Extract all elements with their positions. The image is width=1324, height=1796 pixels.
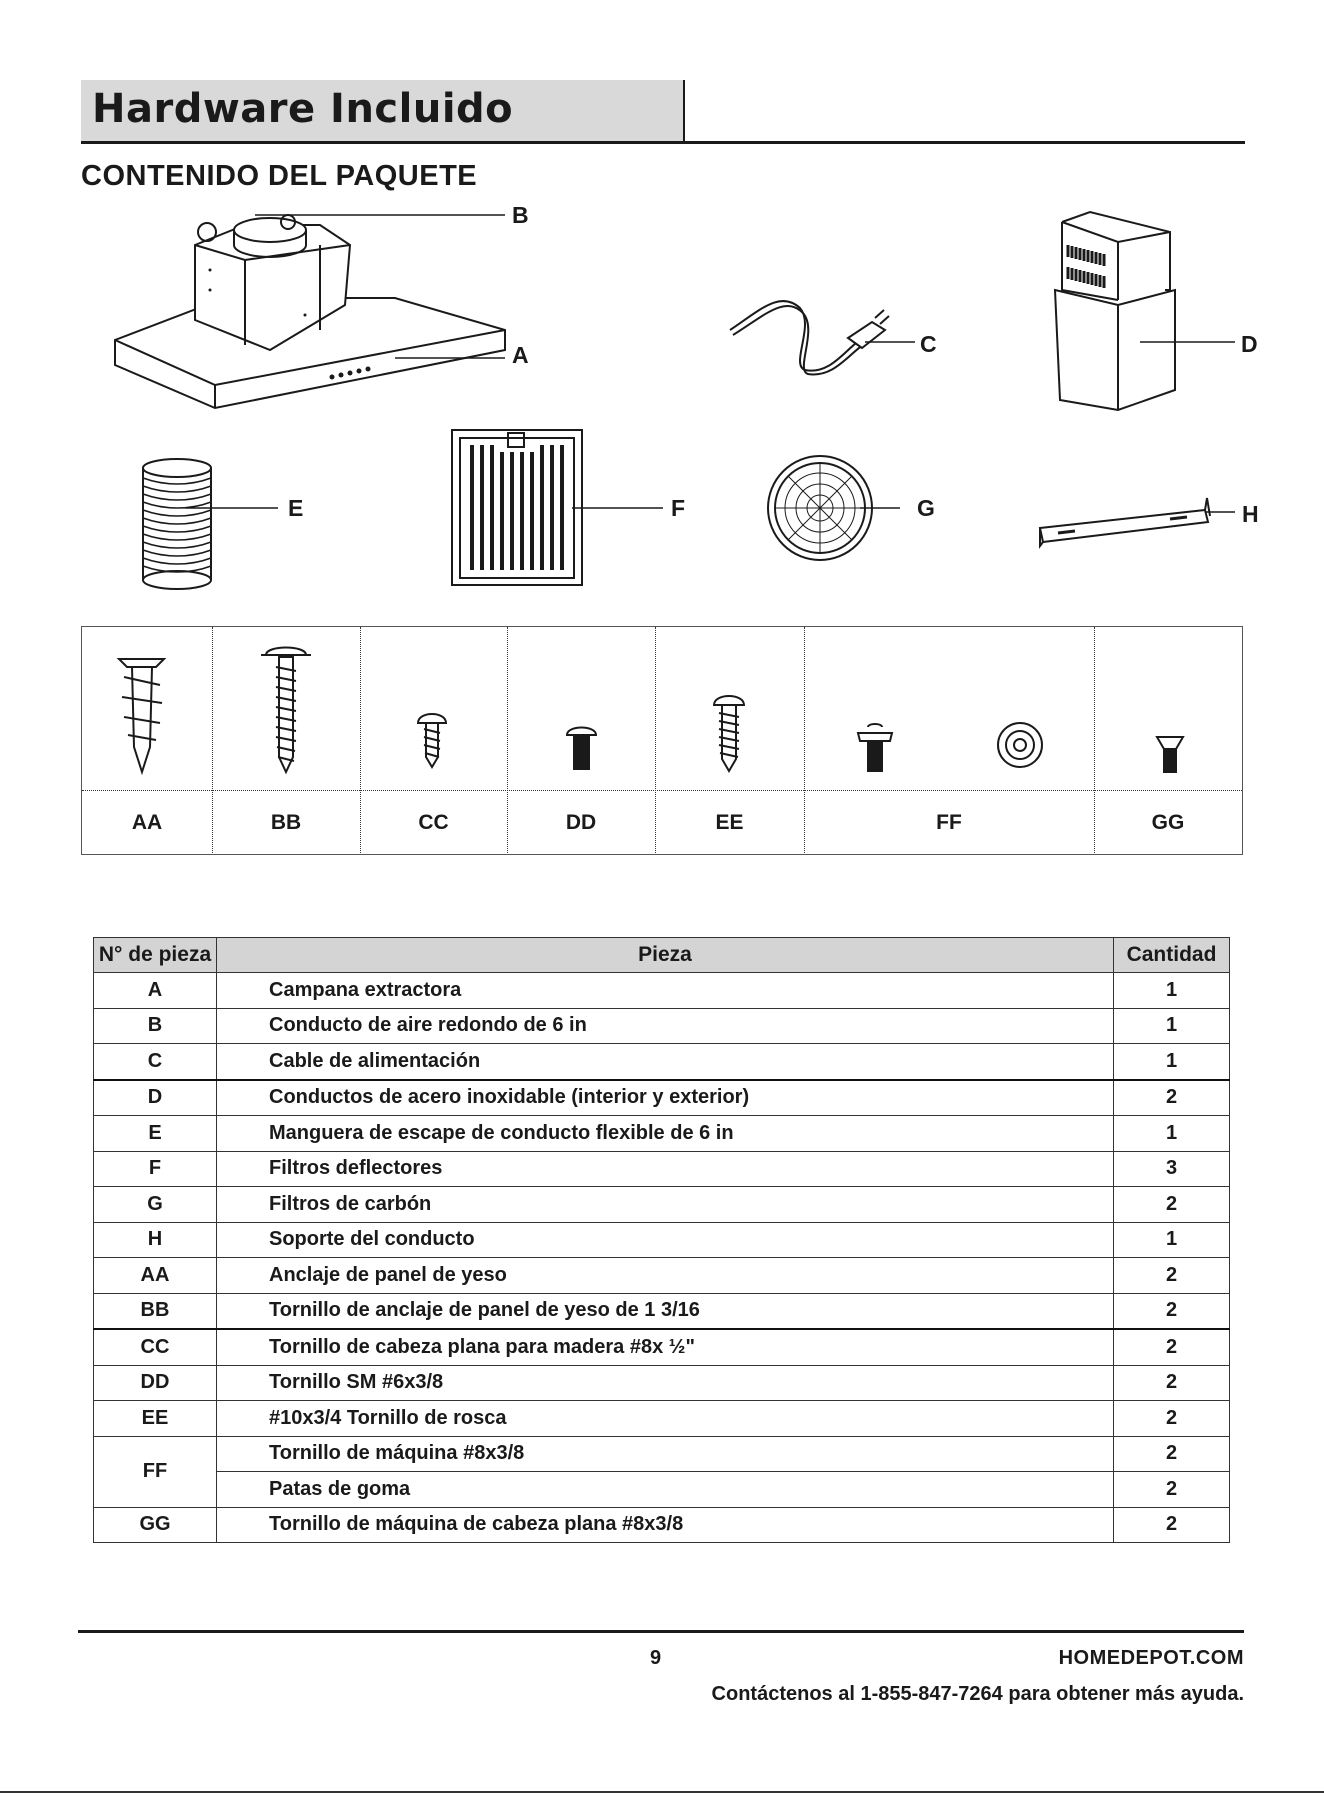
part-name: Filtros deflectores xyxy=(217,1151,1114,1187)
part-name: Tornillo SM #6x3/8 xyxy=(217,1365,1114,1401)
hardware-grid xyxy=(81,626,1243,855)
parts-table xyxy=(93,937,1230,1543)
package-contents-illustration xyxy=(0,190,1324,610)
table-row xyxy=(94,1472,1230,1508)
part-name: Tornillo de máquina #8x3/8 xyxy=(217,1436,1114,1472)
table-row xyxy=(94,1401,1230,1437)
table-row xyxy=(94,1329,1230,1365)
label-c: C xyxy=(920,331,937,357)
part-qty: 2 xyxy=(1114,1507,1230,1543)
hardware-cell-aa xyxy=(82,627,212,853)
label-e: E xyxy=(288,495,304,521)
part-num: D xyxy=(94,1080,217,1116)
part-name: Tornillo de máquina de cabeza plana #8x3/8 xyxy=(217,1507,1114,1543)
charcoal-filter-drawing xyxy=(768,456,900,560)
label-d: D xyxy=(1241,331,1258,357)
table-row xyxy=(94,1222,1230,1258)
part-qty: 2 xyxy=(1114,1080,1230,1116)
table-row xyxy=(94,1436,1230,1472)
part-qty: 2 xyxy=(1114,1293,1230,1329)
part-num: H xyxy=(94,1222,217,1258)
table-row xyxy=(94,1293,1230,1329)
part-num: BB xyxy=(94,1293,217,1329)
label-h: H xyxy=(1242,501,1259,527)
part-num: E xyxy=(94,1116,217,1152)
part-qty: 1 xyxy=(1114,1116,1230,1152)
flexible-hose-drawing xyxy=(143,459,278,589)
page-title: Hardware Incluido xyxy=(92,86,514,132)
part-name: Anclaje de panel de yeso xyxy=(217,1258,1114,1294)
table-row xyxy=(94,1044,1230,1080)
part-num: FF xyxy=(94,1436,217,1507)
table-row xyxy=(94,1507,1230,1543)
table-row xyxy=(94,1365,1230,1401)
col-header-num: N° de pieza xyxy=(94,938,217,973)
ducts-drawing xyxy=(1055,212,1235,410)
label-a: A xyxy=(512,342,529,368)
part-qty: 2 xyxy=(1114,1187,1230,1223)
label-g: G xyxy=(917,495,935,521)
part-name: Manguera de escape de conducto flexible de 6 in xyxy=(217,1116,1114,1152)
part-name: Tornillo de anclaje de panel de yeso de 1 3/16 xyxy=(217,1293,1114,1329)
hardware-label: DD xyxy=(565,811,597,834)
hardware-cell-ff xyxy=(804,627,1094,853)
part-num: DD xyxy=(94,1365,217,1401)
section-title: CONTENIDO DEL PAQUETE xyxy=(81,160,478,192)
part-num: EE xyxy=(94,1401,217,1437)
part-qty: 2 xyxy=(1114,1401,1230,1437)
label-b: B xyxy=(512,202,529,228)
part-qty: 1 xyxy=(1114,1222,1230,1258)
part-name: Patas de goma xyxy=(217,1472,1114,1508)
part-num: CC xyxy=(94,1329,217,1365)
part-name: Conducto de aire redondo de 6 in xyxy=(217,1008,1114,1044)
part-qty: 2 xyxy=(1114,1472,1230,1508)
part-qty: 1 xyxy=(1114,1044,1230,1080)
part-qty: 1 xyxy=(1114,973,1230,1009)
table-row xyxy=(94,973,1230,1009)
header-divider xyxy=(683,80,685,143)
table-header-row xyxy=(94,938,1230,973)
hardware-label: EE xyxy=(715,811,744,834)
part-num: GG xyxy=(94,1507,217,1543)
part-name: Soporte del conducto xyxy=(217,1222,1114,1258)
range-hood-drawing xyxy=(115,215,505,408)
hardware-label: BB xyxy=(270,811,302,834)
part-name: Cable de alimentación xyxy=(217,1044,1114,1080)
hardware-label: GG xyxy=(1151,811,1185,834)
hardware-label: AA xyxy=(131,811,163,834)
part-num: B xyxy=(94,1008,217,1044)
baffle-filter-drawing xyxy=(452,430,663,585)
hardware-cell-dd xyxy=(507,627,655,853)
duct-bracket-drawing xyxy=(1040,498,1235,546)
footer-rule xyxy=(78,1630,1244,1633)
part-qty: 2 xyxy=(1114,1365,1230,1401)
table-row xyxy=(94,1008,1230,1044)
col-header-name: Pieza xyxy=(217,938,1114,973)
hardware-label: FF xyxy=(936,811,962,834)
hardware-cell-ee xyxy=(655,627,804,853)
part-num: A xyxy=(94,973,217,1009)
part-qty: 2 xyxy=(1114,1436,1230,1472)
hardware-cell-cc xyxy=(360,627,507,853)
hardware-cell-bb xyxy=(212,627,360,853)
page-number: 9 xyxy=(650,1647,662,1669)
table-row xyxy=(94,1116,1230,1152)
part-name: Filtros de carbón xyxy=(217,1187,1114,1223)
part-num: F xyxy=(94,1151,217,1187)
hardware-label: CC xyxy=(418,811,449,834)
part-qty: 2 xyxy=(1114,1329,1230,1365)
table-row xyxy=(94,1187,1230,1223)
footer-site: HOMEDEPOT.COM xyxy=(1058,1647,1244,1669)
part-qty: 3 xyxy=(1114,1151,1230,1187)
col-header-qty: Cantidad xyxy=(1114,938,1230,973)
part-num: AA xyxy=(94,1258,217,1294)
part-name: Tornillo de cabeza plana para madera #8x ½" xyxy=(217,1329,1114,1365)
table-row xyxy=(94,1258,1230,1294)
part-num: G xyxy=(94,1187,217,1223)
part-qty: 1 xyxy=(1114,1008,1230,1044)
part-name: Campana extractora xyxy=(217,973,1114,1009)
power-cord-drawing xyxy=(730,301,915,374)
part-name: #10x3/4 Tornillo de rosca xyxy=(217,1401,1114,1437)
bottom-rule xyxy=(0,1791,1324,1793)
part-qty: 2 xyxy=(1114,1258,1230,1294)
part-num: C xyxy=(94,1044,217,1080)
hardware-cell-gg xyxy=(1094,627,1242,853)
footer-contact: Contáctenos al 1-855-847-7264 para obtener más ayuda. xyxy=(711,1683,1244,1705)
header-rule xyxy=(81,141,1245,144)
table-row xyxy=(94,1151,1230,1187)
part-name: Conductos de acero inoxidable (interior y exterior) xyxy=(217,1080,1114,1116)
label-f: F xyxy=(671,495,686,521)
table-row xyxy=(94,1080,1230,1116)
